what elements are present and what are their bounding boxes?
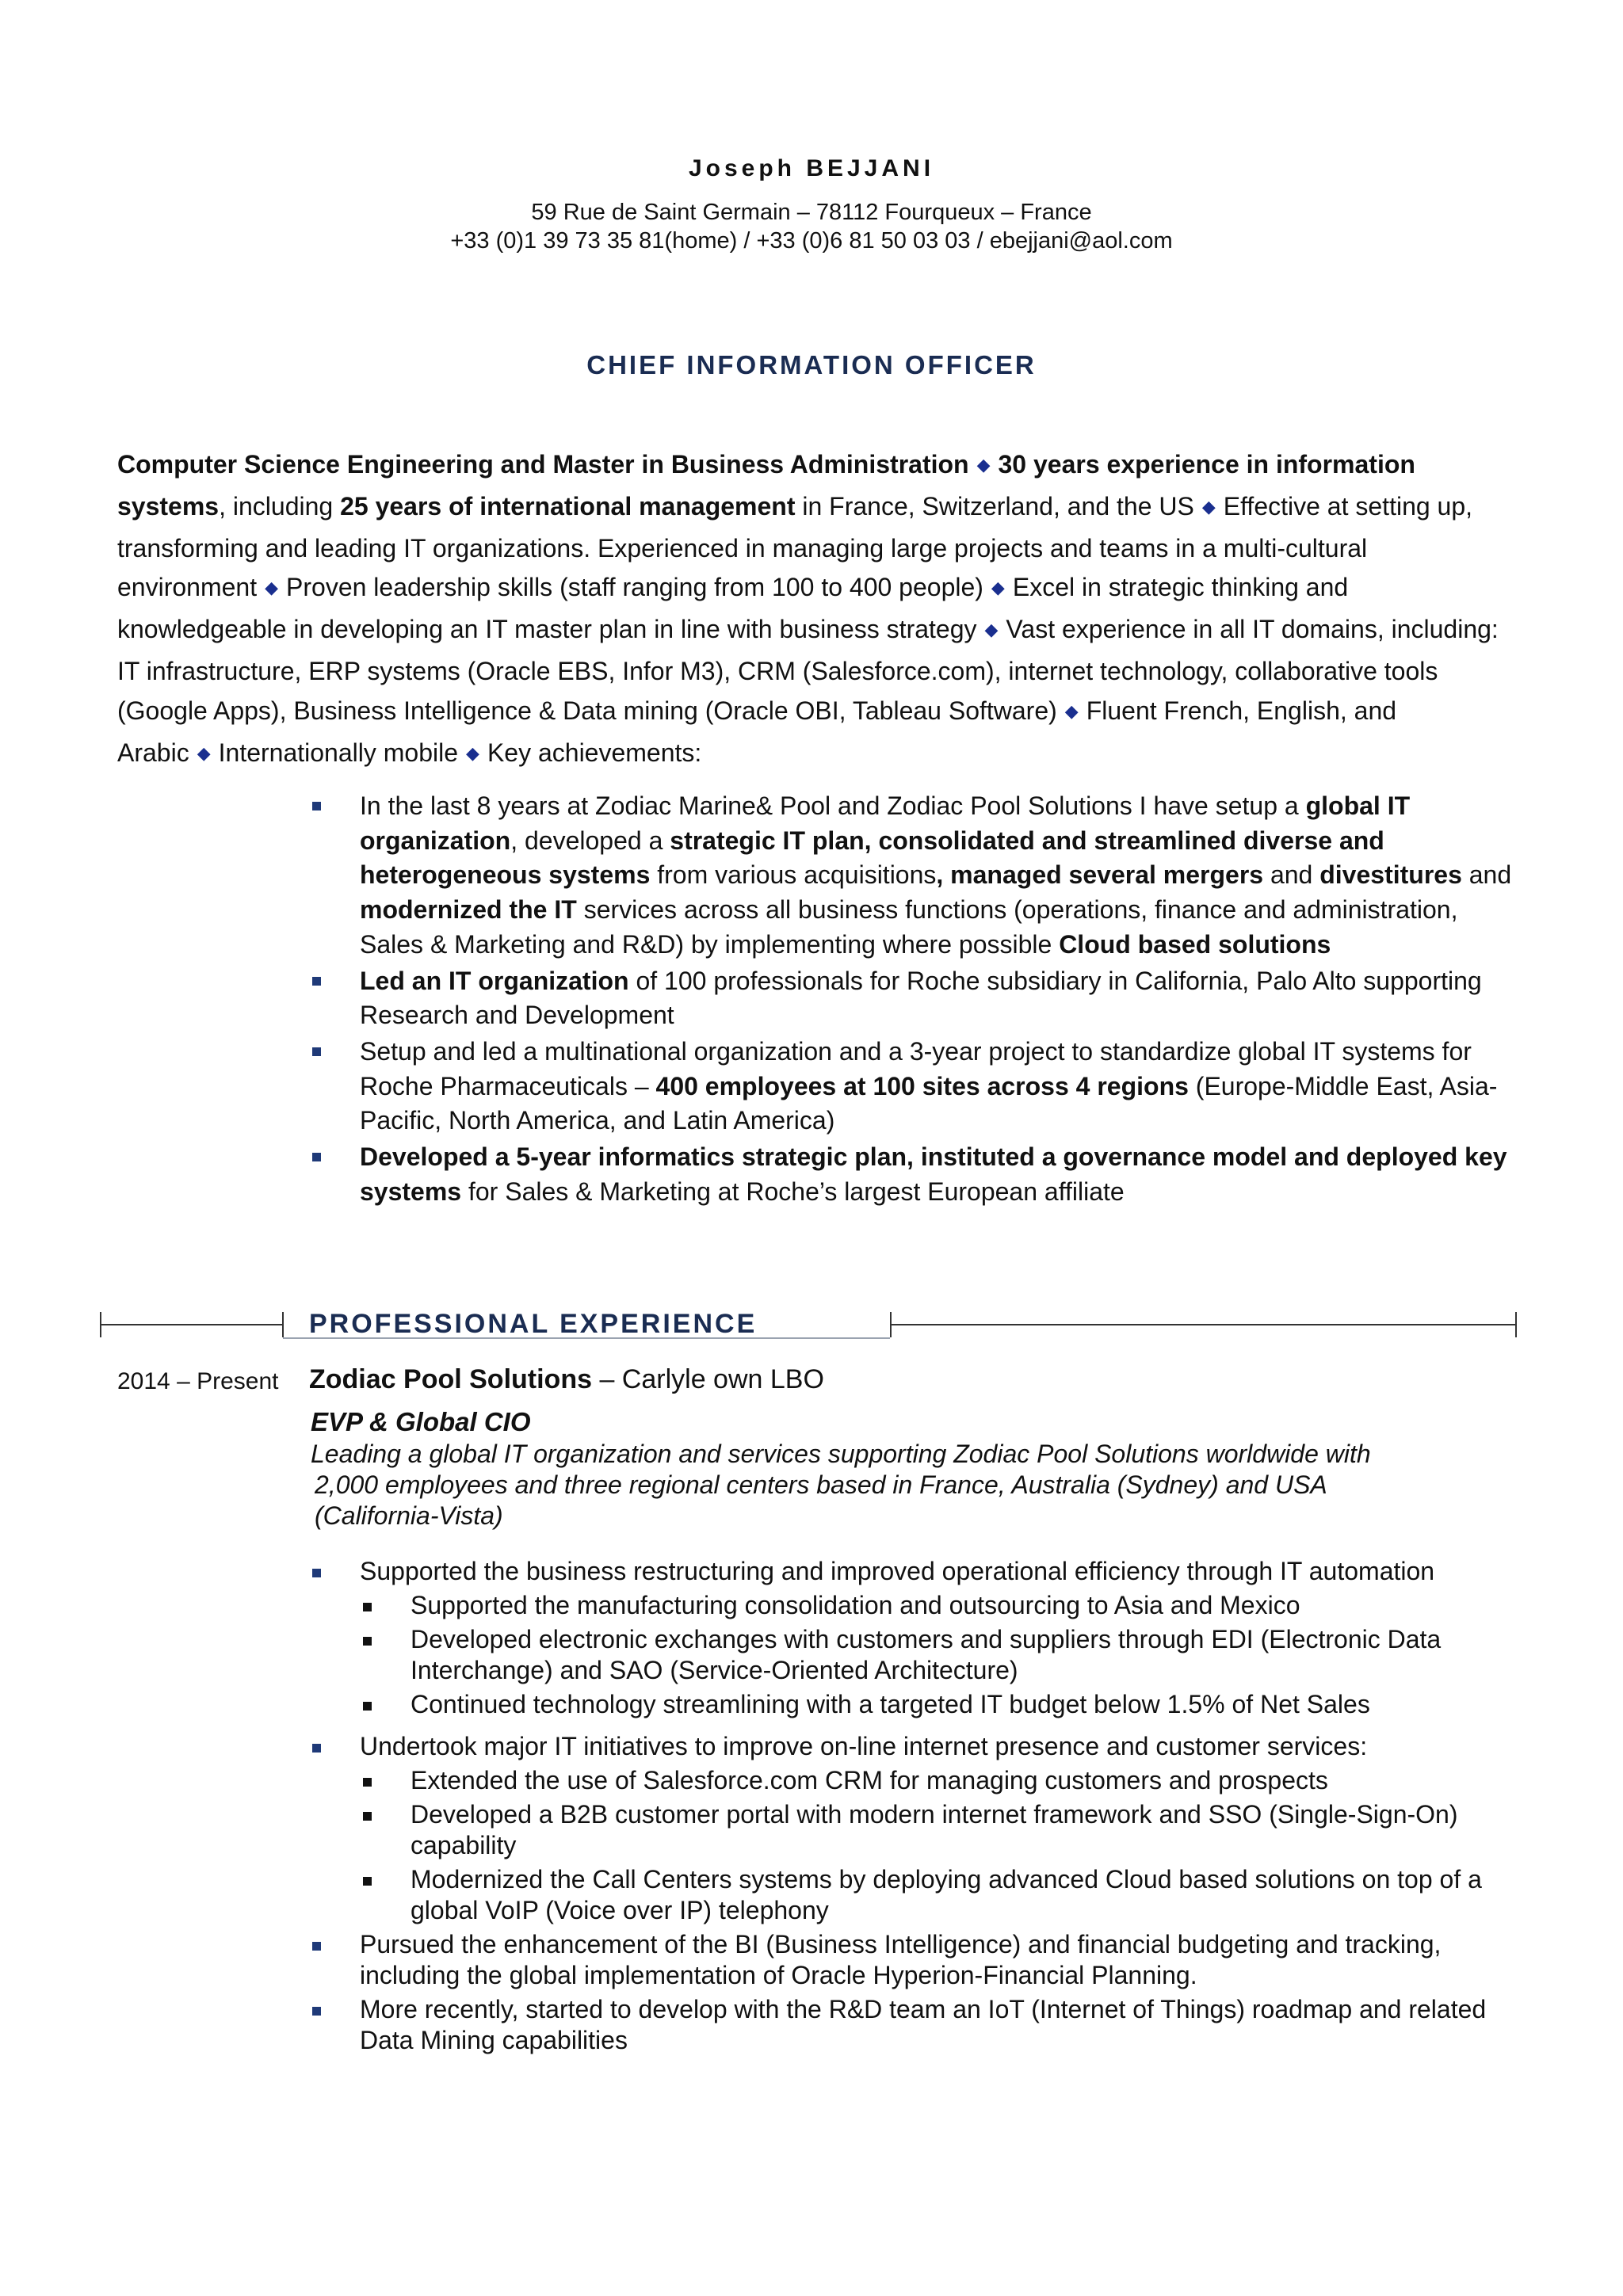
square-bullet-icon — [312, 1569, 321, 1577]
contact-line: +33 (0)1 39 73 35 81(home) / +33 (0)6 81 50 03 03 / ebejjani@aol.com — [450, 228, 1173, 254]
diamond-icon: ◆ — [1201, 496, 1216, 517]
diamond-icon: ◆ — [991, 578, 1005, 598]
square-bullet-icon — [363, 1812, 372, 1821]
diamond-icon: ◆ — [976, 455, 991, 475]
achievement-item: Developed a 5-year informatics strategic plan, instituted a governance model and deployed key systems for Sales & Marketing at Roche’s largest European affiliate — [309, 1140, 1522, 1209]
summary-text: in France, Switzerland, and the US — [795, 491, 1194, 521]
sub-bullet: Supported the manufacturing consolidation and outsourcing to Asia and Mexico — [360, 1590, 1537, 1621]
candidate-name: Joseph BEJJANI — [688, 155, 935, 181]
summary-experience: 30 years experience in information systems — [117, 450, 1415, 521]
summary-text: , including — [219, 491, 341, 521]
square-bullet-icon — [312, 2007, 321, 2016]
section-title-experience: PROFESSIONAL EXPERIENCE — [309, 1309, 758, 1339]
sub-bullets — [360, 1590, 1537, 1720]
sub-bullet: Developed a B2B customer portal with modern internet framework and SSO (Single-Sign-On) capability — [360, 1799, 1537, 1861]
role-title: CHIEF INFORMATION OFFICER — [586, 350, 1037, 379]
diamond-icon: ◆ — [265, 578, 279, 598]
summary-text: Vast experience in all IT domains, including: IT infrastructure, ERP systems (Oracle EBS, Infor M3), CRM (Salesforce.com), internet technology, collaborative tools (Google Apps), Business Intelligence & Data mining (Oracle OBI, Tableau Software) — [117, 615, 1499, 725]
job-bullet: More recently, started to develop with the R&D team an IoT (Internet of Things) roadmap and related Data Mining capabilities — [309, 1994, 1537, 2056]
square-bullet-icon — [363, 1702, 372, 1711]
sub-bullet: Extended the use of Salesforce.com CRM for managing customers and prospects — [360, 1765, 1537, 1796]
address-line: 59 Rue de Saint Germain – 78112 Fourqueux – France — [531, 200, 1092, 225]
square-bullet-icon — [312, 802, 321, 810]
summary-text: Excel in strategic thinking and knowledgeable in developing an IT master plan in line with business strategy — [117, 573, 1349, 644]
diamond-icon: ◆ — [466, 742, 479, 763]
sub-bullet: Continued technology streamlining with a targeted IT budget below 1.5% of Net Sales — [360, 1689, 1537, 1720]
summary-education: Computer Science Engineering and Master in Business Administration — [117, 450, 969, 479]
summary-management: 25 years of international management — [340, 491, 796, 521]
square-bullet-icon — [363, 1778, 372, 1787]
section-rule — [891, 1324, 1517, 1325]
job-bullet: Supported the business restructuring and improved operational efficiency through IT automation Supported the manufacturing consolidation and outsourcing to Asia and Mexico Developed electronic exchanges with customers and suppliers through EDI (Electronic Data Interchange) and SAO (Service-Oriented Architecture) Continued technology streamlining with a targeted IT budget below 1.5% of Net Sales — [309, 1556, 1537, 1720]
summary-text: Effective at setting up, transforming and leading IT organizations. Experienced in managing large projects and teams in a multi-cultural environment — [117, 491, 1473, 602]
job-bullets — [309, 1556, 1537, 2056]
job-bullet: Pursued the enhancement of the BI (Business Intelligence) and financial budgeting and tracking, including the global implementation of Oracle Hyperion-Financial Planning. — [309, 1929, 1537, 1991]
summary-text: Fluent French, English, and Arabic — [117, 696, 1397, 767]
square-bullet-icon — [363, 1637, 372, 1646]
job-bullet: Undertook major IT initiatives to improve on-line internet presence and customer services: Extended the use of Salesforce.com CRM for managing customers and prospects Developed a B2B customer portal with modern internet framework and SSO (Single-Sign-On) capability Modernized the Call Centers systems by deploying advanced Cloud based solutions on top of a global VoIP (Voice over IP) telephony — [309, 1731, 1537, 1926]
job-description: Leading a global IT organization and services supporting Zodiac Pool Solutions worldwide with 2,000 employees and three regional centers based in France, Australia (Sydney) and USA (California-Vista) — [311, 1440, 1371, 1530]
section-rule-tick — [1515, 1312, 1517, 1337]
square-bullet-icon — [312, 1047, 321, 1056]
company-name: Zodiac Pool Solutions – Carlyle own LBO — [309, 1364, 824, 1394]
diamond-icon: ◆ — [197, 742, 211, 763]
achievement-item: Led an IT organization of 100 professionals for Roche subsidiary in California, Palo Alto supporting Research and Development — [309, 964, 1522, 1033]
sub-bullet: Developed electronic exchanges with customers and suppliers through EDI (Electronic Data Interchange) and SAO (Service-Oriented Architecture) — [360, 1624, 1537, 1686]
square-bullet-icon — [363, 1603, 372, 1611]
job-dates: 2014 – Present — [117, 1368, 279, 1394]
sub-bullets — [360, 1765, 1537, 1926]
square-bullet-icon — [312, 1153, 321, 1161]
achievement-item: In the last 8 years at Zodiac Marine& Pool and Zodiac Pool Solutions I have setup a global IT organization, developed a strategic IT plan, consolidated and streamlined diverse and heterogeneous systems from various acquisitions, managed several mergers and divestitures and modernized the IT services across all business functions (operations, finance and administration, Sales & Marketing and R&D) by implementing where possible Cloud based solutions — [309, 789, 1522, 963]
sub-bullet: Modernized the Call Centers systems by deploying advanced Cloud based solutions on top of a global VoIP (Voice over IP) telephony — [360, 1864, 1537, 1926]
square-bullet-icon — [312, 1942, 321, 1951]
profile-summary — [117, 445, 1520, 775]
square-bullet-icon — [363, 1877, 372, 1886]
achievements-list — [309, 789, 1522, 1209]
square-bullet-icon — [312, 1744, 321, 1753]
summary-text: Proven leadership skills (staff ranging from 100 to 400 people) — [286, 573, 983, 602]
diamond-icon: ◆ — [1064, 700, 1079, 721]
job-title: EVP & Global CIO — [311, 1407, 531, 1436]
square-bullet-icon — [312, 977, 321, 986]
summary-text: Internationally mobile — [218, 738, 459, 767]
achievement-item: Setup and led a multinational organization and a 3-year project to standardize global IT systems for Roche Pharmaceuticals – 400 employees at 100 sites across 4 regions (Europe-Middle East, Asia-Pacific, North America, and Latin America) — [309, 1035, 1522, 1138]
summary-text: Key achievements: — [487, 738, 702, 767]
section-rule — [100, 1324, 283, 1325]
diamond-icon: ◆ — [984, 620, 999, 640]
